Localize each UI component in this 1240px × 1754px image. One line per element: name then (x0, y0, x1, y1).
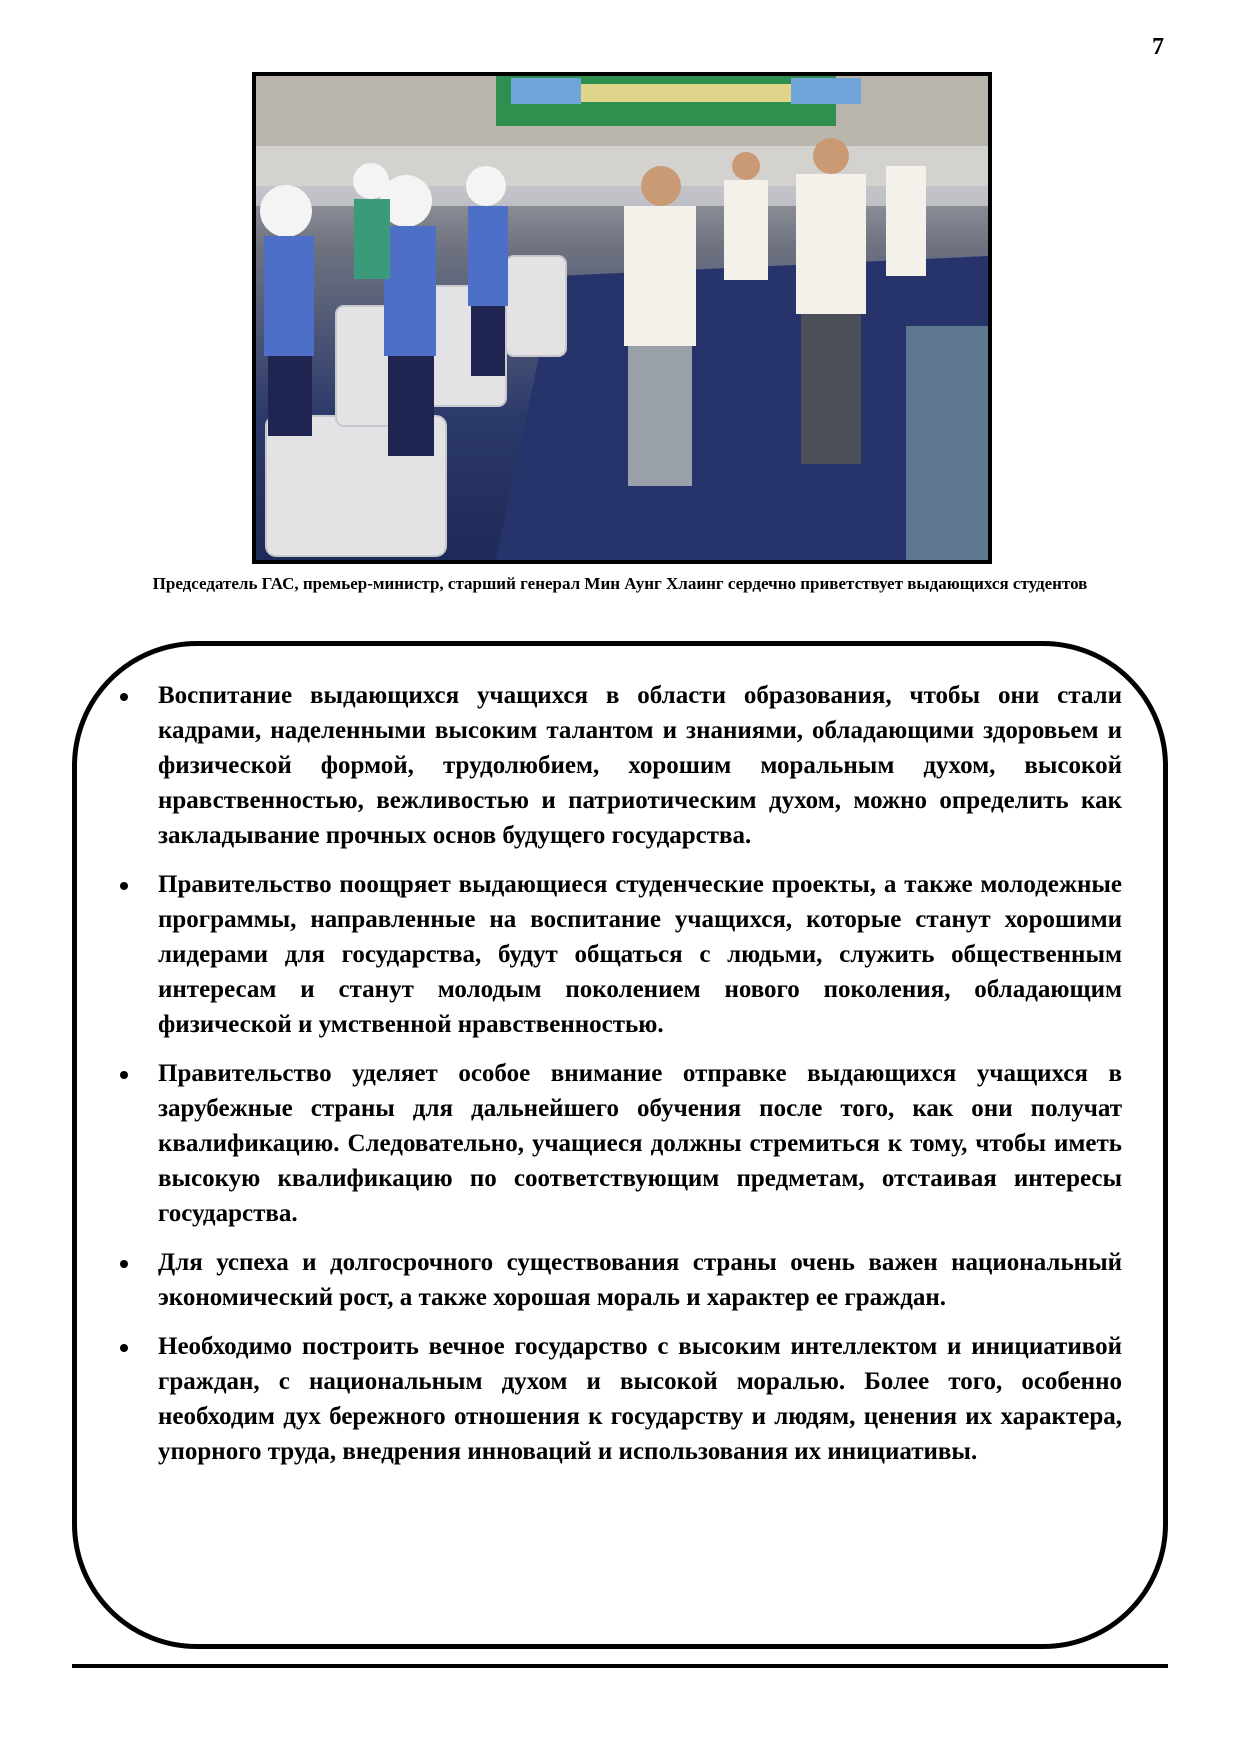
bullet-text: Необходимо построить вечное государство с высоким интеллектом и инициативой граждан, с национальным духом и высокой моралью. Более того, особенно необходим дух бережного отношения к государству и людям, ценения их характера, упорного труда, внедрения инноваций и использования их инициативы. (158, 1333, 1122, 1465)
bullet-icon (120, 1260, 128, 1268)
bullet-icon (120, 1071, 128, 1079)
page-number: 7 (1152, 34, 1164, 60)
photo-caption: Председатель ГАС, премьер-министр, старший генерал Мин Аунг Хлаинг сердечно приветствует выдающихся студентов (152, 574, 1088, 593)
bullet-text: Правительство поощряет выдающиеся студенческие проекты, а также молодежные программы, направленные на воспитание учащихся, которые станут хорошими лидерами для государства, будут общаться с людьми, служить общественным интересам и станут молодым поколением нового поколения, обладающим физической и умственной нравственностью. (158, 871, 1122, 1038)
bullet-list (158, 678, 1122, 1483)
bullet-icon (120, 882, 128, 890)
bullet-text: Правительство уделяет особое внимание отправке выдающихся учащихся в зарубежные страны для дальнейшего обучения после того, как они получат квалификацию. Следовательно, учащиеся должны стремиться к тому, чтобы иметь высокую квалификацию по соответствующим предметам, отстаивая интересы государства. (158, 1060, 1122, 1227)
bullet-icon (120, 1344, 128, 1352)
ceremony-photo-icon (256, 76, 988, 560)
bullet-text: Воспитание выдающихся учащихся в области образования, чтобы они стали кадрами, наделенными высоким талантом и знаниями, обладающими здоровьем и физической формой, трудолюбием, хорошим моральным духом, высокой нравственностью, вежливостью и патриотическим духом, можно определить как закладывание прочных основ будущего государства. (158, 682, 1122, 849)
footer-rule (72, 1664, 1168, 1668)
bullet-text: Для успеха и долгосрочного существования страны очень важен национальный экономический рост, а также хорошая мораль и характер ее граждан. (158, 1249, 1122, 1311)
ceremony-photo (252, 72, 992, 564)
list-item (158, 1245, 1122, 1315)
list-item (158, 867, 1122, 1042)
bullet-icon (120, 693, 128, 701)
list-item (158, 678, 1122, 853)
list-item (158, 1056, 1122, 1231)
list-item (158, 1329, 1122, 1469)
